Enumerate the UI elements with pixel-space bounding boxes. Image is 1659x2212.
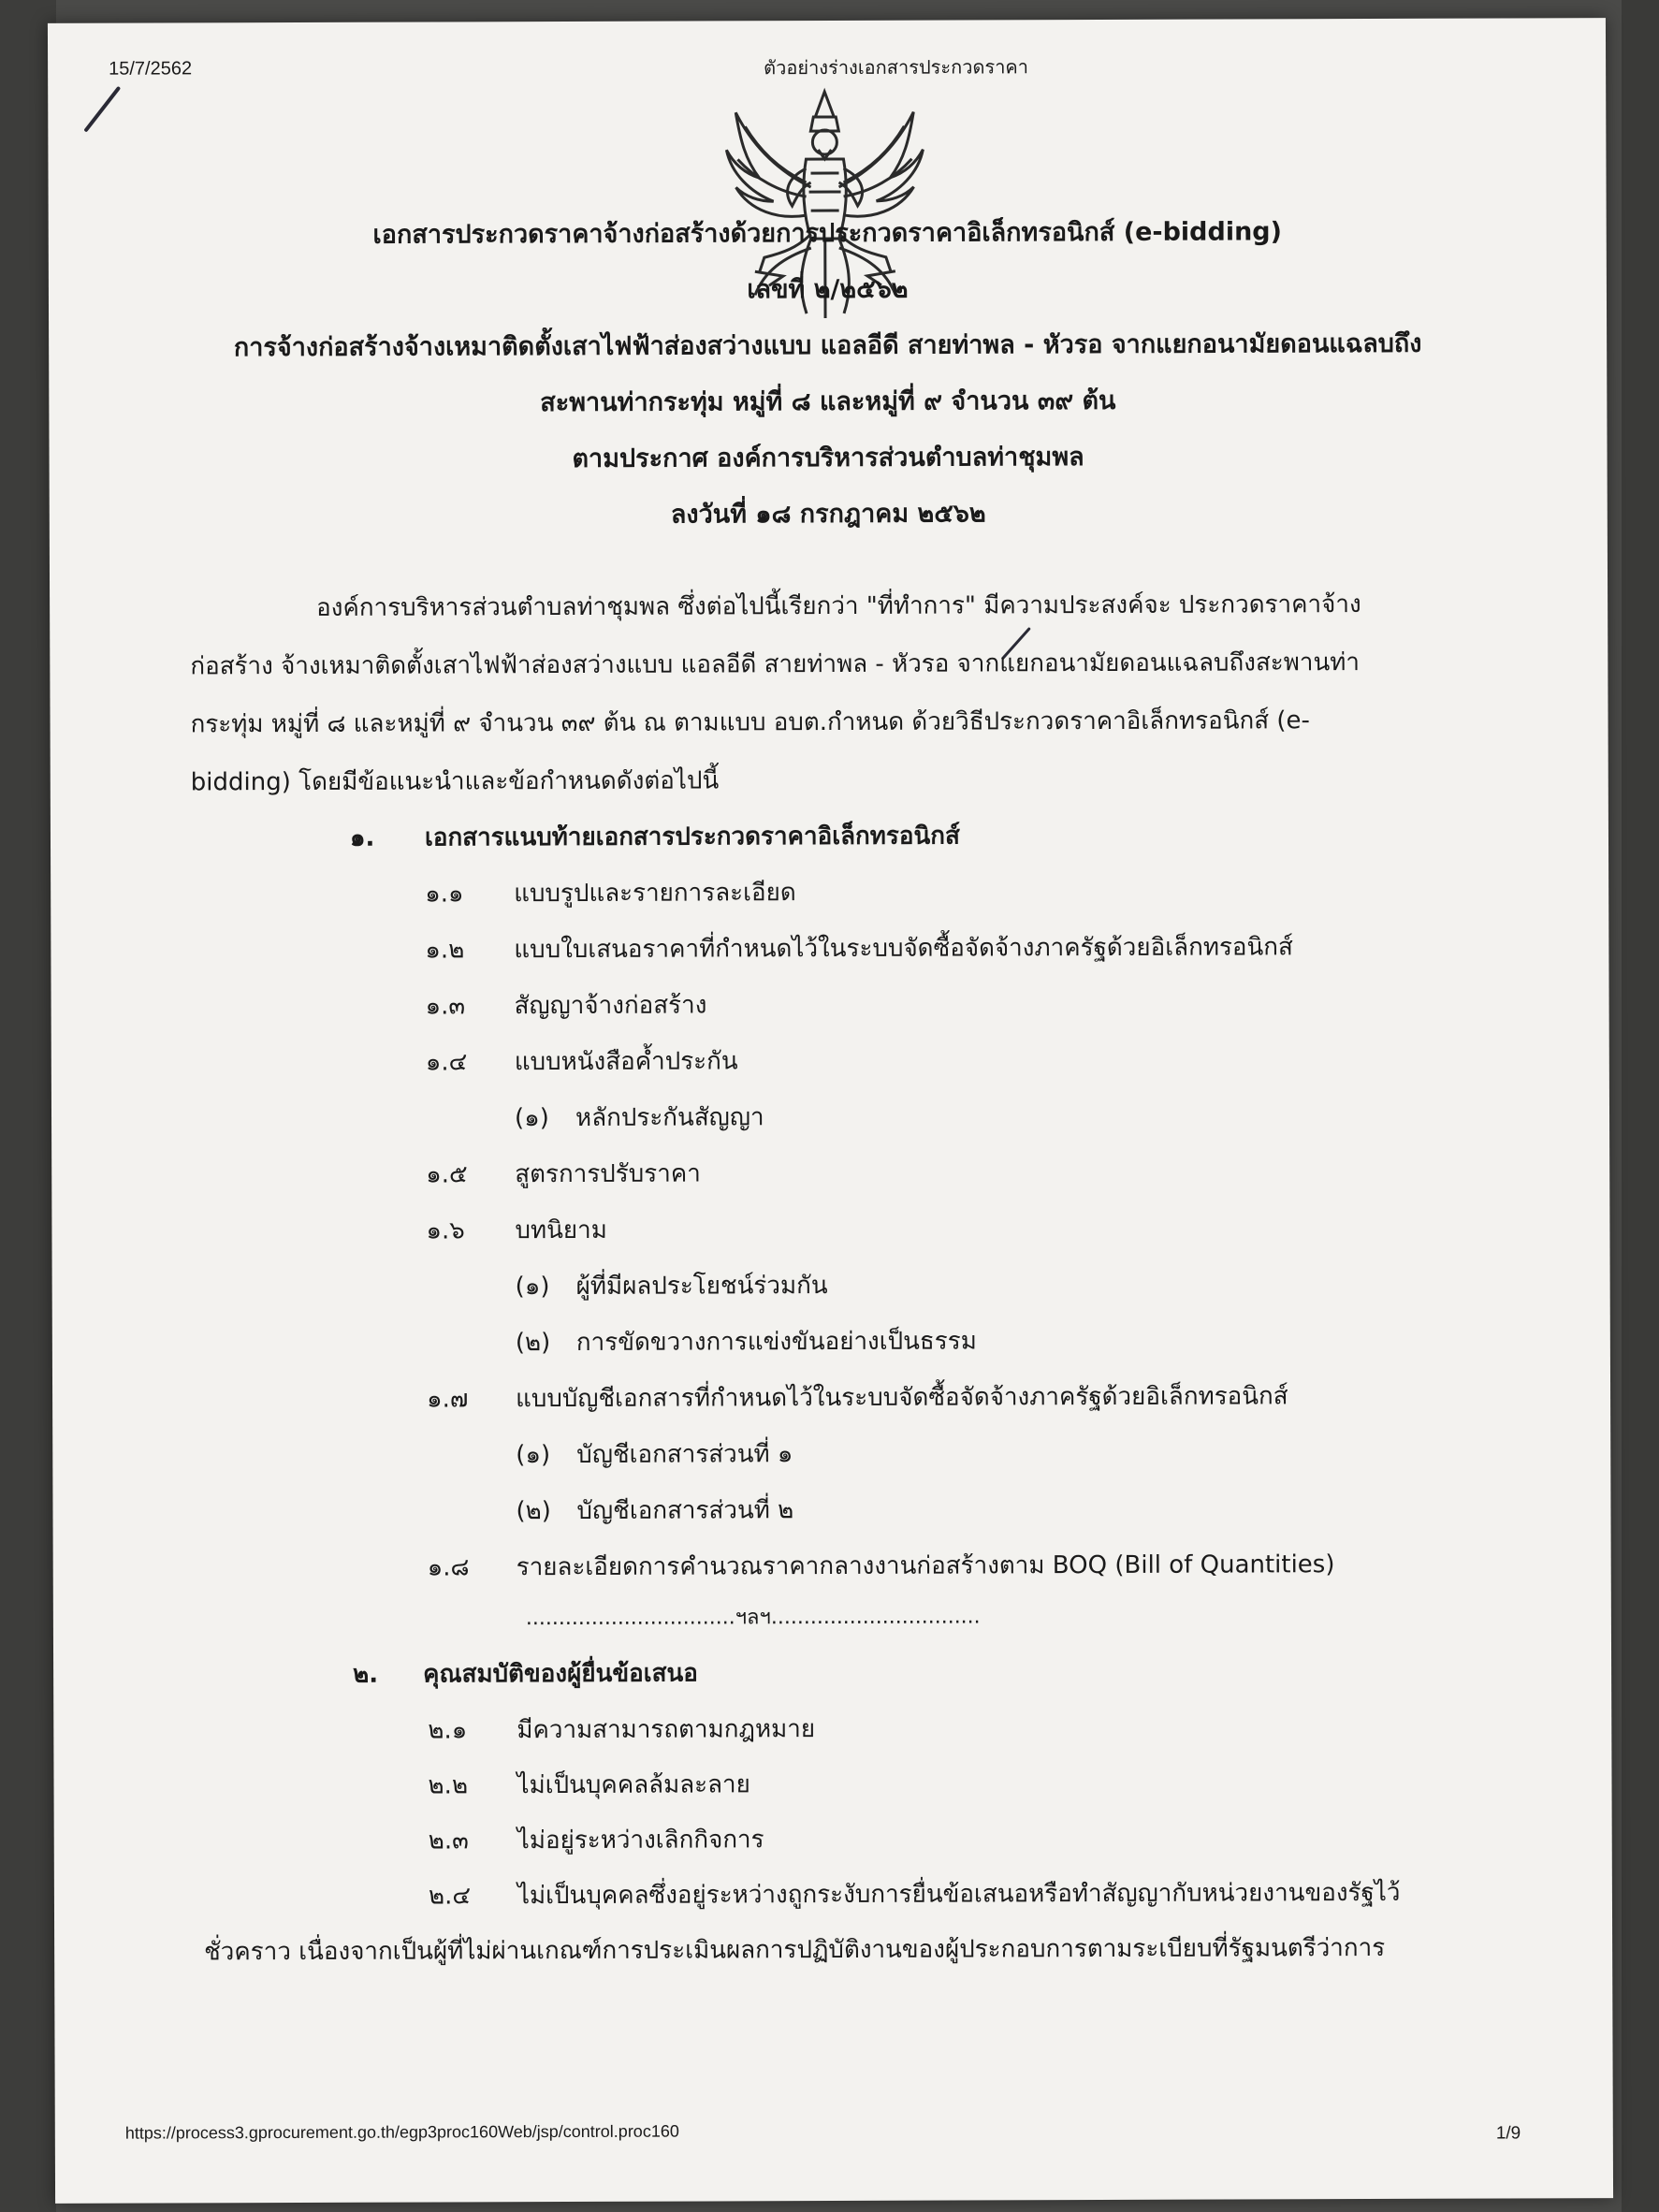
item-number: ๒.๑ xyxy=(428,1716,468,1745)
item-text: สัญญาจ้างก่อสร้าง xyxy=(514,991,707,1021)
item-text: แบบใบเสนอราคาที่กำหนดไว้ในระบบจัดซื้อจัดจ้างภาครัฐด้วยอิเล็กทรอนิกส์ xyxy=(514,933,1293,965)
intro-line4: bidding) โดยมีข้อแนะนำและข้อกำหนดดังต่อไปนี้ xyxy=(190,766,720,797)
intro-line1: องค์การบริหารส่วนตำบลท่าชุมพล ซึ่งต่อไปนี้เรียกว่า "ที่ทำการ" มีความประสงค์จะ ประกวดราคาจ้าง xyxy=(316,590,1361,622)
subitem-text: บัญชีเอกสารส่วนที่ ๑ xyxy=(576,1440,793,1469)
subitem-text: ผู้ที่มีผลประโยชน์ร่วมกัน xyxy=(575,1272,828,1301)
page-number: 1/9 xyxy=(1495,2123,1521,2144)
subitem-text: บัญชีเอกสารส่วนที่ ๒ xyxy=(576,1496,794,1525)
subitem-number: (๑) xyxy=(516,1441,551,1470)
section1-heading: เอกสารแนบท้ายเอกสารประกวดราคาอิเล็กทรอนิกส์ xyxy=(424,822,960,852)
project-title-line1: การจ้างก่อสร้างจ้างเหมาติดตั้งเสาไฟฟ้าส่องสว่างแบบ แอลอีดี สายท่าพล - หัวรอ จากแยกอนามัยดอนแฉลบถึง xyxy=(233,328,1422,363)
subitem-number: (๑) xyxy=(514,1104,549,1133)
item-number: ๒.๒ xyxy=(428,1771,469,1800)
item-number: ๑.๘ xyxy=(427,1553,470,1582)
background-left xyxy=(0,0,56,2212)
announcement-date: ลงวันที่ ๑๘ กรกฎาคม ๒๕๖๒ xyxy=(670,499,986,530)
item-number: ๑.๒ xyxy=(425,936,465,965)
item-number: ๑.๗ xyxy=(427,1385,469,1414)
header-date: 15/7/2562 xyxy=(109,58,193,80)
subitem-number: (๒) xyxy=(516,1497,551,1526)
document-page xyxy=(48,18,1613,2204)
background-right xyxy=(1622,0,1659,2212)
subitem-number: (๑) xyxy=(515,1273,550,1302)
doc-title: เอกสารประกวดราคาจ้างก่อสร้างด้วยการประกวดราคาอิเล็กทรอนิกส์ (e-bidding) xyxy=(372,217,1282,250)
item-number: ๑.๓ xyxy=(425,992,466,1021)
item-text: แบบบัญชีเอกสารที่กำหนดไว้ในระบบจัดซื้อจัดจ้างภาครัฐด้วยอิเล็กทรอนิกส์ xyxy=(516,1382,1288,1414)
intro-line3: กระทุ่ม หมู่ที่ ๘ และหมู่ที่ ๙ จำนวน ๓๙ ต้น ณ ตามแบบ อบต.กำหนด ด้วยวิธีประกวดราคาอิเล็กทรอนิกส์ (e- xyxy=(190,706,1310,739)
item-number: ๑.๖ xyxy=(426,1216,465,1245)
subitem-number: (๒) xyxy=(515,1329,551,1358)
item-number: ๑.๑ xyxy=(425,880,464,909)
project-title-line2: สะพานท่ากระทุ่ม หมู่ที่ ๘ และหมู่ที่ ๙ จำนวน ๓๙ ต้น xyxy=(540,386,1116,418)
item-text: ไม่อยู่ระหว่างเลิกกิจการ xyxy=(517,1826,764,1855)
section2-number: ๒. xyxy=(353,1660,379,1689)
section2-heading: คุณสมบัติของผู้ยื่นข้อเสนอ xyxy=(423,1659,698,1689)
header-draft-label: ตัวอย่างร่างเอกสารประกวดราคา xyxy=(764,57,1029,80)
item-text: มีความสามารถตามกฎหมาย xyxy=(517,1715,816,1745)
footer-url: https://process3.gprocurement.go.th/egp3proc160Web/jsp/control.proc160 xyxy=(124,2121,679,2143)
intro-line2: ก่อสร้าง จ้างเหมาติดตั้งเสาไฟฟ้าส่องสว่างแบบ แอลอีดี สายท่าพล - หัวรอ จากแยกอนามัยดอนแฉลบถึงสะพานท่า xyxy=(190,648,1361,681)
item-text: บทนิยาม xyxy=(515,1215,607,1245)
item-number: ๒.๓ xyxy=(428,1826,469,1855)
item-number: ๑.๔ xyxy=(425,1048,468,1077)
item-number: ๒.๔ xyxy=(428,1882,472,1911)
section1-number: ๑. xyxy=(349,823,375,852)
subitem-text: หลักประกันสัญญา xyxy=(575,1103,764,1132)
item-text: ไม่เป็นบุคคลล้มละลาย xyxy=(517,1770,750,1800)
etc-line: ................................ฯลฯ................................ xyxy=(525,1605,981,1631)
announcement-line: ตามประกาศ องค์การบริหารส่วนตำบลท่าชุมพล xyxy=(572,443,1084,473)
item-text: รายละเอียดการคำนวณราคากลางงานก่อสร้างตาม BOQ (Bill of Quantities) xyxy=(516,1550,1335,1582)
item-text: แบบหนังสือค้ำประกัน xyxy=(514,1047,738,1077)
item-number: ๑.๕ xyxy=(426,1160,468,1189)
doc-number: เลขที่ ๒/๒๕๖๒ xyxy=(747,274,909,305)
continuation-line: ชั่วคราว เนื่องจากเป็นผู้ที่ไม่ผ่านเกณฑ์การประเมินผลการปฏิบัติงานของผู้ประกอบการตามระเบียบที่รัฐมนตรีว่าการ xyxy=(204,1933,1386,1967)
item-text: แบบรูปและรายการละเอียด xyxy=(514,879,796,909)
pen-mark xyxy=(83,86,121,133)
item-text: สูตรการปรับราคา xyxy=(515,1159,701,1189)
item-text: ไม่เป็นบุคคลซึ่งอยู่ระหว่างถูกระงับการยื่นข้อเสนอหรือทำสัญญากับหน่วยงานของรัฐไว้ xyxy=(517,1878,1401,1911)
subitem-text: การขัดขวางการแข่งขันอย่างเป็นธรรม xyxy=(575,1327,977,1357)
